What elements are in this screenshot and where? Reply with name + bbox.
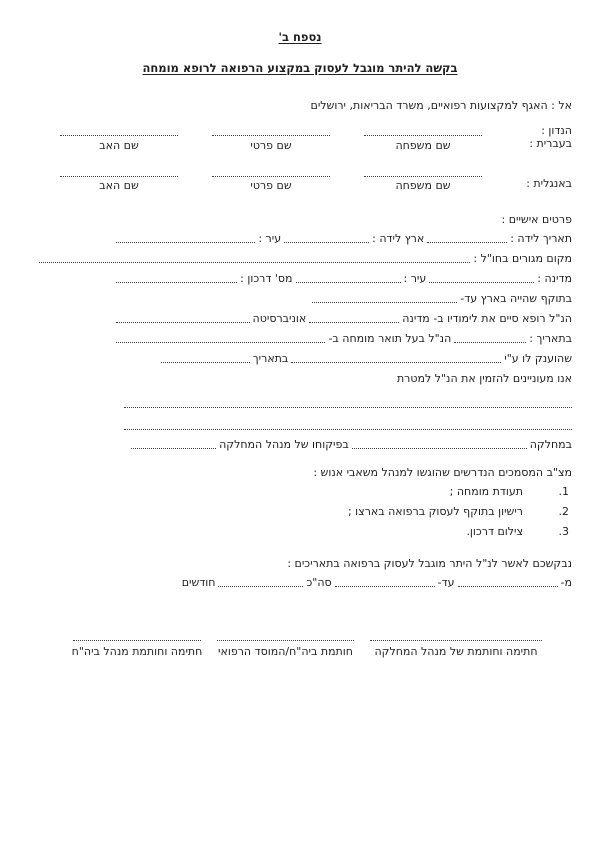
subject-label: הנדון : <box>541 124 572 137</box>
addressee-line: אל : האגף למקצועות רפואיים, משרד הבריאות, ירושלים <box>310 99 572 112</box>
residence-abroad-field <box>39 262 470 263</box>
signature-line <box>73 628 201 641</box>
item-text: תעודת מומחה ; <box>449 485 523 498</box>
signature-line <box>370 628 542 641</box>
english-first-name-field <box>212 165 330 177</box>
purpose-dotted-line-2 <box>124 408 572 430</box>
english-father-name-field <box>60 165 178 177</box>
graduation-date-label: בתאריך : <box>529 332 572 345</box>
department-manager-signature <box>370 628 542 658</box>
hebrew-label: בעברית : <box>529 137 572 150</box>
city-label: עיר : <box>258 232 282 245</box>
permit-dates-row <box>28 570 572 590</box>
appendix-title-text: נספח ב' <box>278 30 322 44</box>
specialist-degree-field <box>116 342 325 343</box>
granted-by-row <box>28 346 572 366</box>
stay-validity-row <box>28 286 572 306</box>
item-number: 2. <box>558 505 569 518</box>
signatures-row <box>28 628 572 658</box>
hospital-stamp <box>217 628 354 658</box>
from-label: מ- <box>560 576 572 589</box>
spacer <box>28 452 572 466</box>
form-title-text: בקשה להיתר מוגבל לעסוק במקצוע הרפואה לרופא מומחה <box>142 61 458 75</box>
signature-label: חתימה וחותמת מנהל ביה"ח <box>71 645 203 658</box>
passport-number-label: מס' דרכון : <box>240 272 293 285</box>
hebrew-father-name-field <box>60 124 178 136</box>
purpose-dotted-line-1 <box>124 386 572 408</box>
subject-names-grid <box>28 124 572 155</box>
city-field <box>296 282 401 283</box>
supervision-label: בפיקוחו של מנהל המחלקה <box>219 438 349 451</box>
total-months-field <box>218 586 303 587</box>
english-label: באנגלית : <box>526 177 572 190</box>
birth-country-field <box>284 242 369 243</box>
signature-line <box>217 628 354 641</box>
document-item-2 <box>28 499 572 519</box>
granted-date-field <box>161 362 250 363</box>
signature-label: חותמת ביה"ח/המוסד הרפואי <box>218 645 353 658</box>
signature-label: חתימה וחותמת של מנהל המחלקה <box>374 645 538 658</box>
first-name-column-header: שם פרטי <box>250 179 292 192</box>
father-name-column-header: שם האב <box>99 179 139 192</box>
granted-date-label: בתאריך <box>252 352 289 365</box>
passport-number-field <box>116 282 237 283</box>
country-label: מדינה : <box>537 272 572 285</box>
department-field <box>352 448 527 449</box>
birth-date-field <box>427 242 507 243</box>
to-date-field <box>335 586 435 587</box>
personal-details-heading: פרטים אישיים : <box>501 213 572 226</box>
hebrew-first-name-field <box>212 124 330 136</box>
department-label: במחלקה <box>529 438 572 451</box>
department-manager-field <box>131 448 216 449</box>
invitation-purpose-label: אנו מעוניינים להזמין את הנ"ל למטרת <box>396 372 572 385</box>
specialist-degree-row <box>28 326 572 346</box>
country-field <box>429 282 534 283</box>
first-name-column-header: שם פרטי <box>250 139 292 152</box>
english-family-name-field <box>364 165 482 177</box>
item-text: רישיון בתוקף לעסוק ברפואה בארצו ; <box>347 505 523 518</box>
permit-request-heading: נבקשכם לאשר לנ"ל היתר מוגבל לעסוק ברפואה בתאריכים : <box>287 557 572 570</box>
from-date-field <box>458 586 558 587</box>
family-name-column-header: שם משפחה <box>395 179 451 192</box>
studies-row <box>28 306 572 326</box>
documents-heading: מצ"ב המסמכים הנדרשים שהוגשו למנהל משאבי אנוש : <box>313 466 572 479</box>
father-name-column-header: שם האב <box>99 139 139 152</box>
item-number: 1. <box>558 485 569 498</box>
spacer <box>516 165 572 177</box>
studies-country-field <box>309 322 399 323</box>
residence-abroad-row <box>28 246 572 266</box>
city-label: עיר : <box>403 272 427 285</box>
item-number: 3. <box>558 525 569 538</box>
stay-validity-label: בתוקף שהייה בארץ עד- <box>460 292 572 305</box>
country-row <box>28 266 572 286</box>
invitation-purpose-row <box>28 366 572 386</box>
residence-abroad-label: מקום מגורים בחו"ל : <box>473 252 572 265</box>
studies-country-label: הנ"ל רופא סיים את לימודיו ב- מדינה <box>402 312 572 325</box>
document-item-3 <box>28 519 572 539</box>
item-text: צילום דרכון. <box>466 525 523 538</box>
university-label: אוניברסיטה <box>252 312 307 325</box>
appendix-title <box>28 30 572 44</box>
document-item-1 <box>28 479 572 499</box>
stay-validity-field <box>312 302 457 303</box>
family-name-column-header: שם משפחה <box>395 139 451 152</box>
months-label: חודשים <box>181 576 216 589</box>
birth-country-label: ארץ לידה : <box>372 232 425 245</box>
granted-by-field <box>291 362 501 363</box>
department-row <box>28 432 572 452</box>
birth-date-label: תאריך לידה : <box>510 232 572 245</box>
hospital-manager-signature <box>73 628 201 658</box>
birth-date-row <box>28 226 572 246</box>
form-title <box>28 61 572 75</box>
birth-city-field <box>116 242 255 243</box>
english-names-grid <box>28 165 572 195</box>
hebrew-family-name-field <box>364 124 482 136</box>
graduation-date-field <box>454 342 526 343</box>
university-field <box>116 322 250 323</box>
total-label: סה"כ <box>306 576 332 589</box>
specialist-degree-label: הנ"ל בעל תואר מומחה ב- <box>328 332 452 345</box>
granted-by-label: שהוענק לו ע"י <box>504 352 572 365</box>
to-label: עד- <box>437 576 455 589</box>
